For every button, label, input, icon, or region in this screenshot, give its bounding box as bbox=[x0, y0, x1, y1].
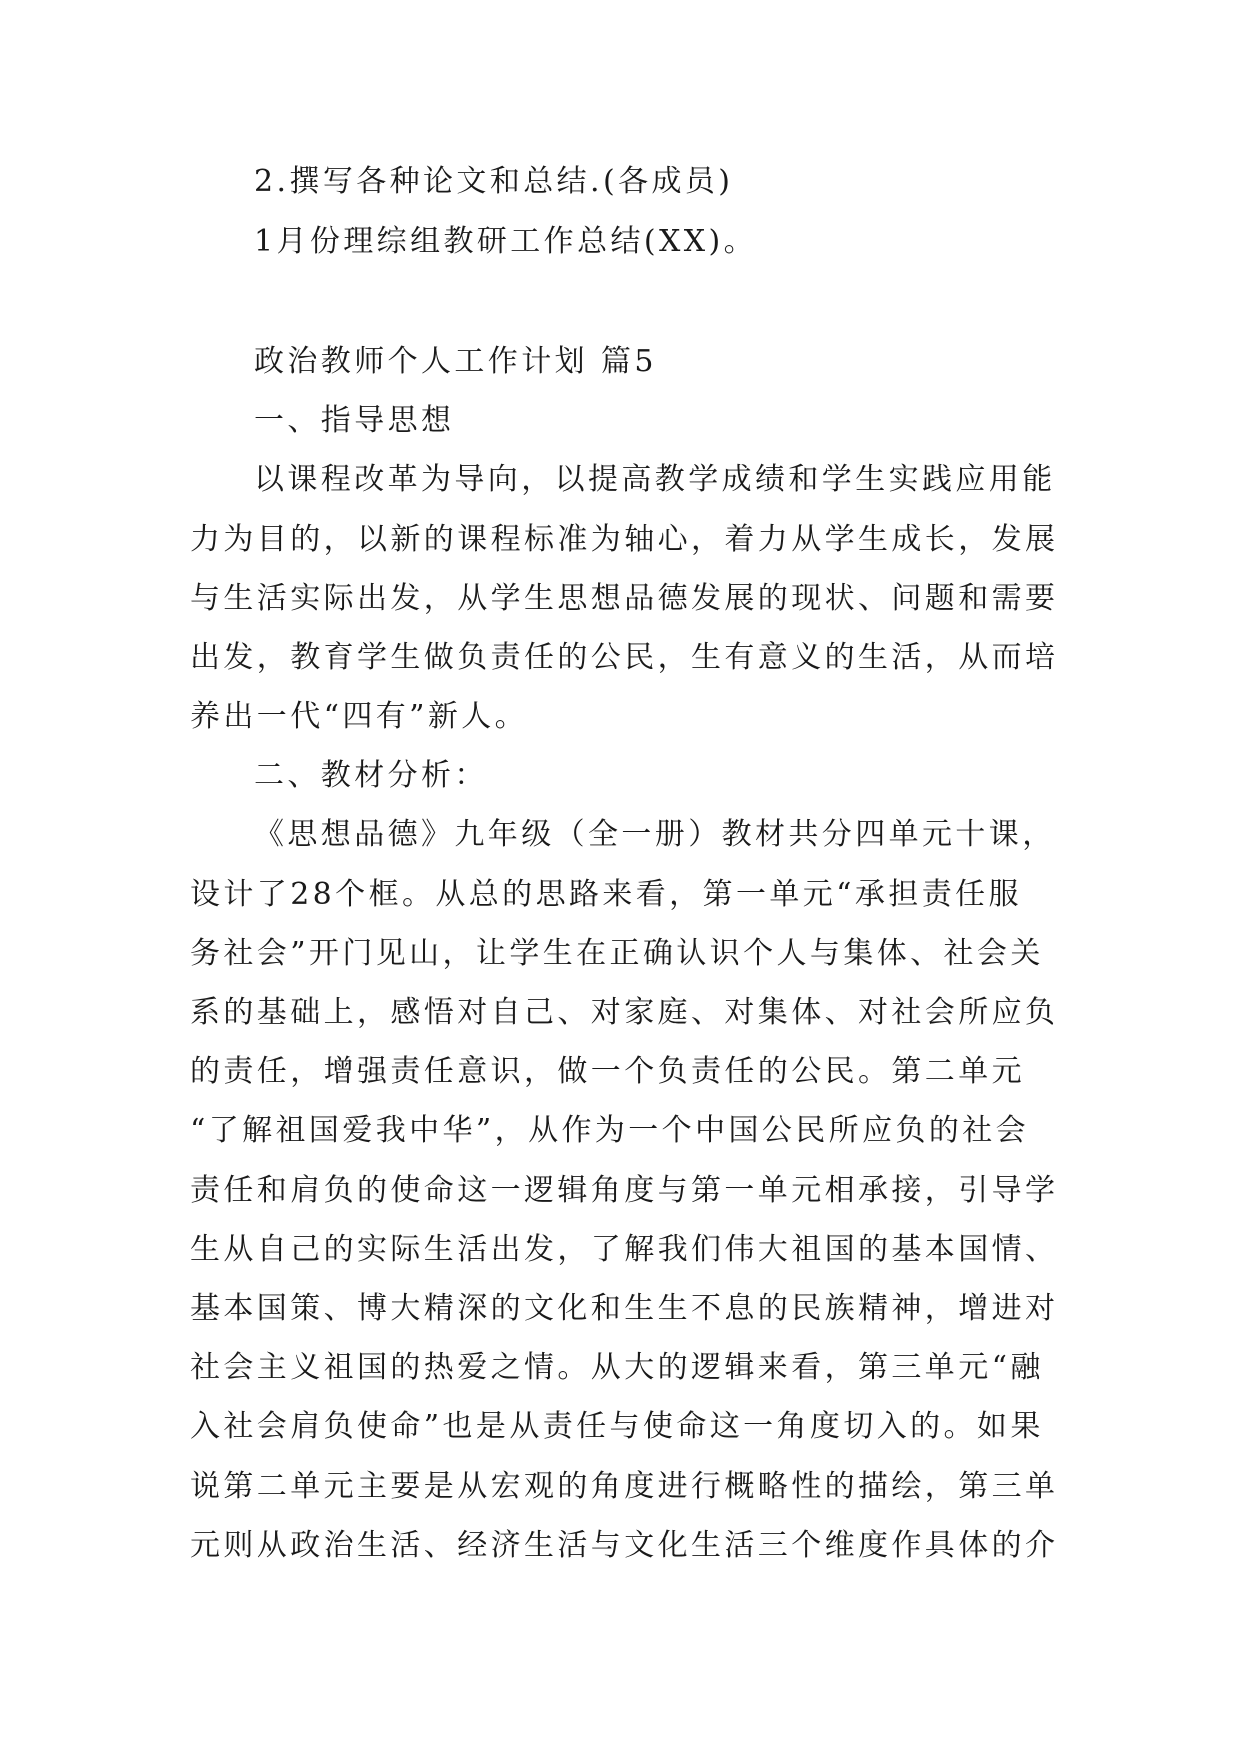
text-line: 入社会肩负使命”也是从责任与使命这一角度切入的。如果 bbox=[190, 1409, 1044, 1444]
text-line: 社会主义祖国的热爱之情。从大的逻辑来看，第三单元“融 bbox=[190, 1350, 1044, 1385]
text-line: 元则从政治生活、经济生活与文化生活三个维度作具体的介 bbox=[190, 1528, 1059, 1563]
text-line: 1月份理综组教研工作总结(XX)。 bbox=[254, 224, 758, 259]
text-line: 责任和肩负的使命这一逻辑角度与第一单元相承接，引导学 bbox=[190, 1173, 1059, 1208]
text-line: 说第二单元主要是从宏观的角度进行概略性的描绘，第三单 bbox=[190, 1469, 1059, 1504]
text-line: 《思想品德》九年级（全一册）教材共分四单元十课， bbox=[254, 817, 1056, 852]
text-line: 生从自己的实际生活出发，了解我们伟大祖国的基本国情、 bbox=[190, 1232, 1059, 1267]
text-line: 以课程改革为导向，以提高教学成绩和学生实践应用能 bbox=[254, 462, 1056, 497]
text-line: “了解祖国爱我中华”，从作为一个中国公民所应负的社会 bbox=[190, 1113, 1030, 1148]
heading: 一、指导思想 bbox=[254, 403, 455, 438]
text-line: 基本国策、博大精深的文化和生生不息的民族精神，增进对 bbox=[190, 1291, 1059, 1326]
text-line: 的责任，增强责任意识，做一个负责任的公民。第二单元 bbox=[190, 1054, 1025, 1089]
text-line: 设计了28个框。从总的思路来看，第一单元“承担责任服 bbox=[190, 877, 1022, 912]
text-line: 2.撰写各种论文和总结.(各成员) bbox=[254, 164, 734, 199]
text-line: 出发，教育学生做负责任的公民，生有意义的生活，从而培 bbox=[190, 640, 1059, 675]
section-title: 政治教师个人工作计划 篇5 bbox=[254, 344, 657, 379]
text-line: 养出一代“四有”新人。 bbox=[190, 699, 529, 734]
text-line: 系的基础上，感悟对自己、对家庭、对集体、对社会所应负 bbox=[190, 995, 1059, 1030]
text-line: 与生活实际出发，从学生思想品德发展的现状、问题和需要 bbox=[190, 581, 1059, 616]
heading: 二、教材分析： bbox=[254, 758, 488, 793]
text-line: 力为目的，以新的课程标准为轴心，着力从学生成长，发展 bbox=[190, 522, 1059, 557]
text-line: 务社会”开门见山，让学生在正确认识个人与集体、社会关 bbox=[190, 936, 1044, 971]
